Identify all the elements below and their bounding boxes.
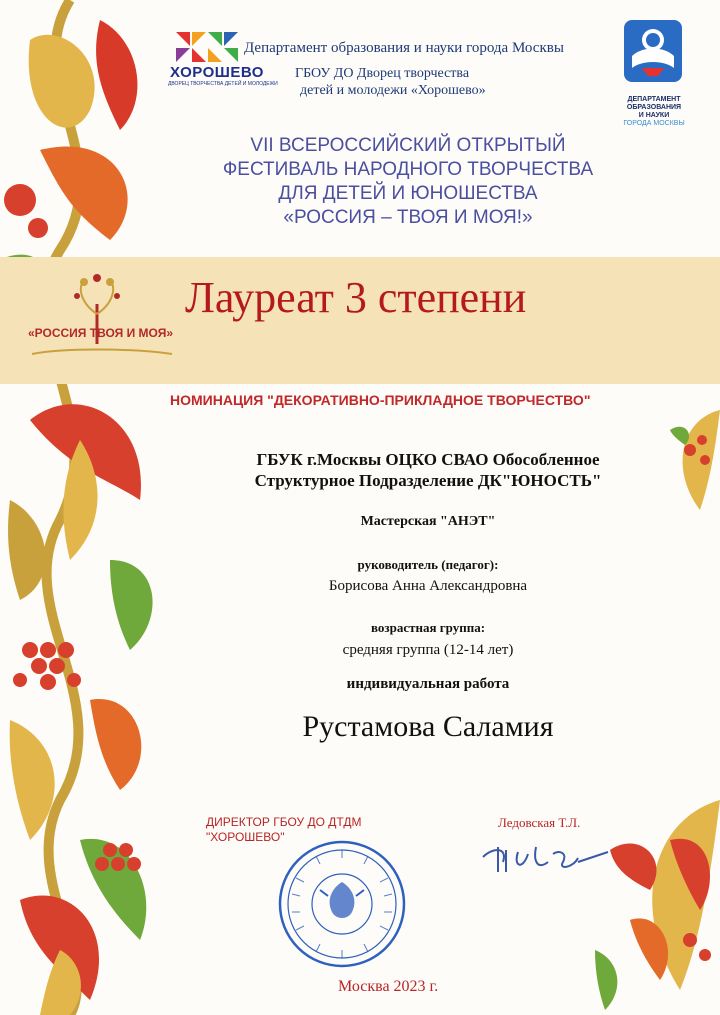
leader-value: Борисова Анна Александровна [328, 578, 528, 594]
age-group-label: возрастная группа: [370, 620, 486, 635]
director-line-1: ДИРЕКТОР ГБОУ ДО ДТДМ [206, 815, 362, 829]
khokhloma-left-ornament [0, 0, 168, 1015]
festival-title-line-3: ДЛЯ ДЕТЕЙ И ЮНОШЕСТВА [278, 183, 538, 204]
organization-line-1: ГБУК г.Москвы ОЦКО СВАО Обособленное [256, 450, 600, 469]
festival-title-line-2: ФЕСТИВАЛЬ НАРОДНОГО ТВОРЧЕСТВА [222, 159, 594, 180]
department-title: Департамент образования и науки города Москвы [244, 40, 564, 56]
organization-line-2: Структурное Подразделение ДК"ЮНОСТЬ" [254, 471, 602, 490]
gbou-line-2: детей и молодежи «Хорошево» [300, 83, 486, 98]
work-type: индивидуальная работа [346, 676, 510, 692]
nomination: НОМИНАЦИЯ "ДЕКОРАТИВНО-ПРИКЛАДНОЕ ТВОРЧЕСТВО" [170, 392, 591, 408]
signer-name: Ледовская Т.Л. [498, 815, 581, 830]
khoroshevo-logo-subtext: ДВОРЕЦ ТВОРЧЕСТВА ДЕТЕЙ И МОЛОДЕЖИ [168, 81, 278, 87]
khoroshevo-logo [168, 28, 242, 98]
dept-logo-city: ГОРОДА МОСКВЫ [623, 120, 685, 127]
official-stamp [276, 838, 408, 970]
age-group-value: средняя группа (12-14 лет) [342, 642, 514, 658]
dept-logo-line-3: И НАУКИ [638, 112, 670, 119]
city-year: Москва 2023 г. [338, 978, 439, 995]
gbou-line-1: ГБОУ ДО Дворец творчества [295, 66, 470, 81]
festival-logo-text: «РОССИЯ ТВОЯ И МОЯ» [28, 326, 174, 340]
dept-logo-line-2: ОБРАЗОВАНИЯ [626, 104, 682, 111]
khoroshevo-logo-text: ХОРОШЕВО [170, 64, 264, 81]
khokhloma-bottom-right-ornament [590, 790, 720, 1015]
festival-tree-logo [22, 274, 182, 364]
participant-name: Рустамова Саламия [302, 710, 554, 743]
festival-title-line-1: VII ВСЕРОССИЙСКИЙ ОТКРЫТЫЙ [250, 135, 566, 156]
festival-title-line-4: «РОССИЯ – ТВОЯ И МОЯ!» [283, 207, 533, 228]
department-emblem-text [612, 96, 696, 128]
award-title: Лауреат 3 степени [185, 273, 527, 322]
department-emblem-logo [618, 16, 688, 86]
khokhloma-right-ornament [660, 400, 720, 530]
director-line-2: "ХОРОШЕВО" [206, 830, 285, 844]
workshop-name: Мастерская "АНЭТ" [360, 514, 496, 529]
dept-logo-line-1: ДЕПАРТАМЕНТ [627, 96, 681, 103]
handwritten-signature [478, 832, 613, 882]
leader-label: руководитель (педагог): [357, 557, 499, 572]
